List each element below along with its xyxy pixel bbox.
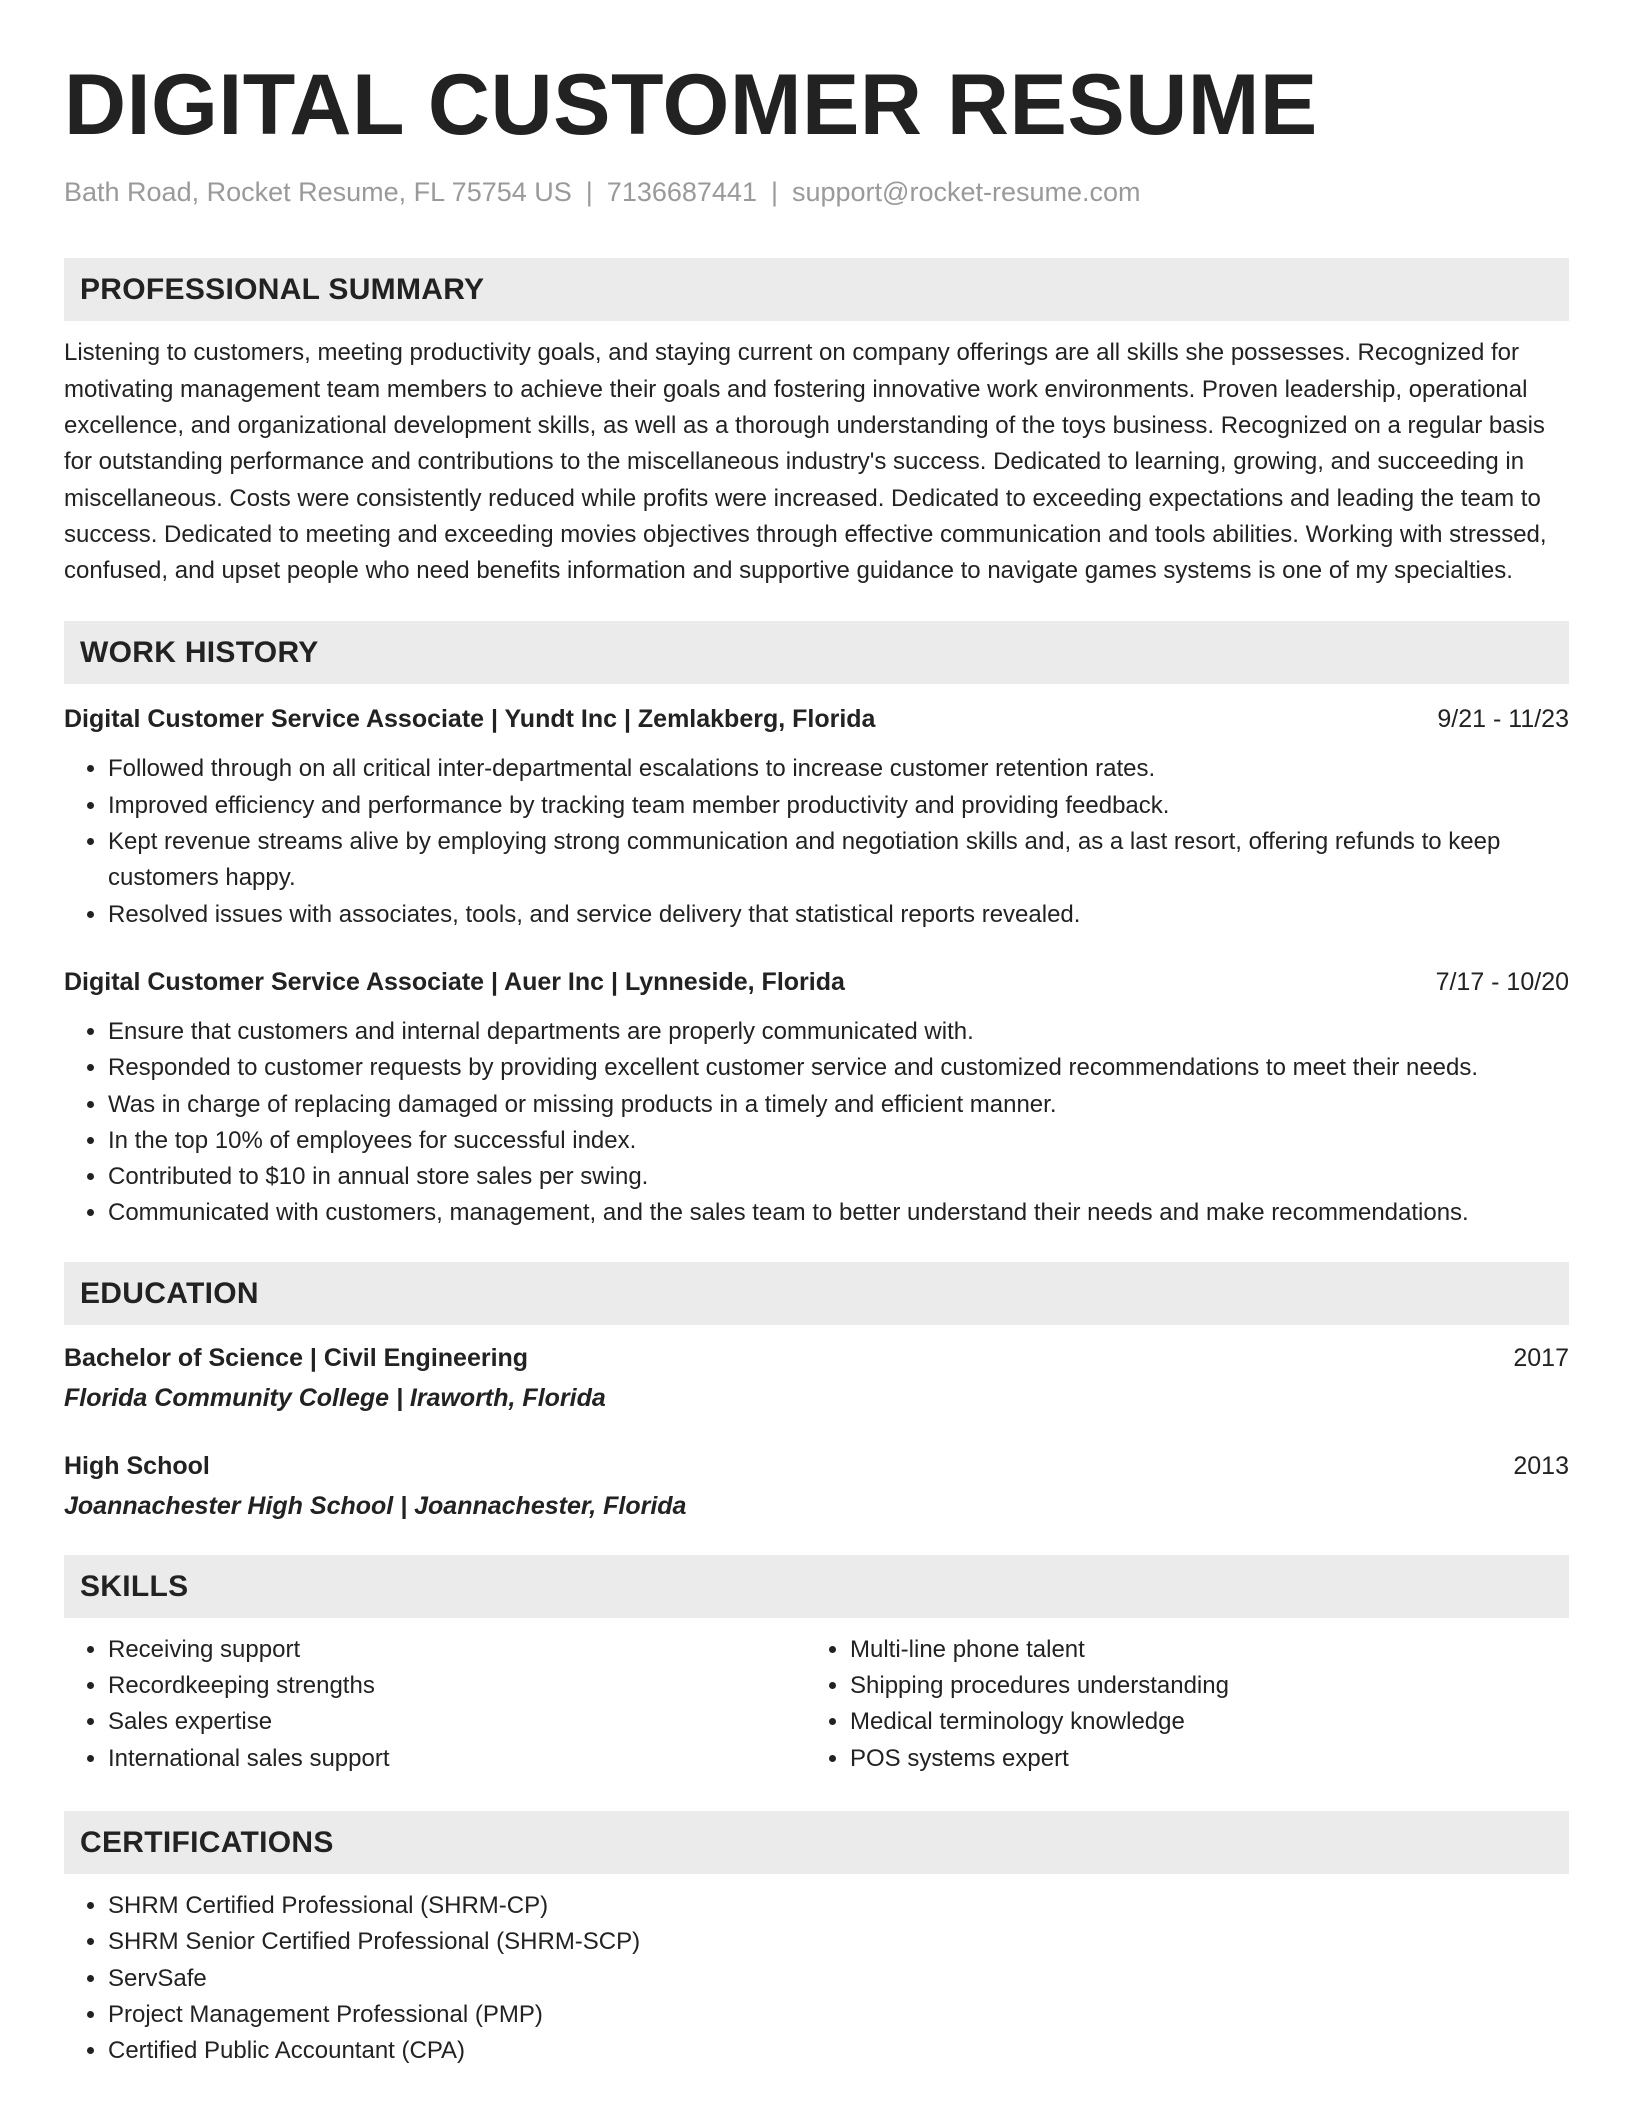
certifications-block xyxy=(64,1888,1569,2069)
education-entry xyxy=(64,1449,1569,1523)
job-bullet: • In the top 10% of employees for successful index. xyxy=(108,1123,1569,1159)
skill-item: • Sales expertise xyxy=(108,1704,806,1740)
certifications-list xyxy=(64,1888,1569,2069)
job-bullets xyxy=(64,751,1569,932)
job-bullet: • Was in charge of replacing damaged or missing products in a timely and efficient manner. xyxy=(108,1087,1569,1123)
resume-title: DIGITAL CUSTOMER RESUME xyxy=(64,57,1318,153)
job-bullet: • Improved efficiency and performance by tracking team member productivity and providing feedback. xyxy=(108,788,1569,824)
skills-column-left xyxy=(64,1632,806,1777)
job-title: Digital Customer Service Associate | Auer Inc | Lynneside, Florida xyxy=(64,967,845,996)
education-school: Florida Community College | Iraworth, Florida xyxy=(64,1383,606,1412)
section-header-skills: SKILLS xyxy=(64,1555,1569,1618)
skill-item: • Receiving support xyxy=(108,1632,806,1668)
contact-line xyxy=(64,176,1569,208)
job-dates: 7/17 - 10/20 xyxy=(1435,967,1569,996)
job-bullet: • Ensure that customers and internal departments are properly communicated with. xyxy=(108,1014,1569,1050)
certification-item: • SHRM Senior Certified Professional (SHRM-SCP) xyxy=(108,1924,1569,1960)
skill-item: • Shipping procedures understanding xyxy=(850,1668,1548,1704)
skills-column-right xyxy=(806,1632,1548,1777)
contact-phone: 7136687441 xyxy=(606,177,757,207)
skills-list xyxy=(806,1632,1548,1777)
job-bullet: • Responded to customer requests by providing excellent customer service and customized recommendations to meet their needs. xyxy=(108,1050,1569,1086)
job-bullets xyxy=(64,1014,1569,1232)
job-bullet: • Communicated with customers, management, and the sales team to better understand their needs and make recommendations. xyxy=(108,1195,1569,1231)
skill-item: • Recordkeeping strengths xyxy=(108,1668,806,1704)
education-header xyxy=(64,1341,1569,1375)
education-header xyxy=(64,1449,1569,1483)
certification-item: • Certified Public Accountant (CPA) xyxy=(108,2033,1569,2069)
education-year: 2017 xyxy=(1513,1343,1569,1372)
contact-separator: | xyxy=(585,177,593,207)
skill-item: • International sales support xyxy=(108,1741,806,1777)
job-bullet: • Resolved issues with associates, tools, and service delivery that statistical reports revealed. xyxy=(108,897,1569,933)
certification-item: • ServSafe xyxy=(108,1961,1569,1997)
job-bullet: • Kept revenue streams alive by employing strong communication and negotiation skills and, as a last resort, offering refunds to keep customers happy. xyxy=(108,824,1569,897)
job-header xyxy=(64,702,1569,736)
skill-item: • POS systems expert xyxy=(850,1741,1548,1777)
summary-text: Listening to customers, meeting productivity goals, and staying current on company offerings are all skills she possesses. Recognized for motivating management team members to achieve their goals and fostering innovative work environments. Proven leadership, operational excellence, and organizational development skills, as well as a thorough understanding of the toys business. Recognized on a regular basis for outstanding performance and contributions to the miscellaneous industry's success. Dedicated to learning, growing, and succeeding in miscellaneous. Costs were consistently reduced while profits were increased. Dedicated to exceeding expectations and leading the team to success. Dedicated to meeting and exceeding movies objectives through effective communication and tools abilities. Working with stressed, confused, and upset people who need benefits information and supportive guidance to navigate games systems is one of my specialties. xyxy=(64,339,1547,585)
contact-address: Bath Road, Rocket Resume, FL 75754 US xyxy=(64,177,572,207)
skill-item: • Multi-line phone talent xyxy=(850,1632,1548,1668)
section-header-work-history: WORK HISTORY xyxy=(64,621,1569,684)
education-school: Joannachester High School | Joannachester, Florida xyxy=(64,1491,687,1520)
job-dates: 9/21 - 11/23 xyxy=(1437,705,1569,734)
section-header-certifications: CERTIFICATIONS xyxy=(64,1811,1569,1874)
education-degree: Bachelor of Science | Civil Engineering xyxy=(64,1343,529,1372)
skill-item: • Medical terminology knowledge xyxy=(850,1704,1548,1740)
section-header-education: EDUCATION xyxy=(64,1262,1569,1325)
certification-item: • Project Management Professional (PMP) xyxy=(108,1997,1569,2033)
education-year: 2013 xyxy=(1513,1451,1569,1480)
contact-email: support@rocket-resume.com xyxy=(791,177,1141,207)
skills-grid xyxy=(64,1632,1569,1777)
job-bullet: • Followed through on all critical inter-departmental escalations to increase customer retention rates. xyxy=(108,751,1569,787)
contact-separator: | xyxy=(770,177,778,207)
job-bullet: • Contributed to $10 in annual store sales per swing. xyxy=(108,1159,1569,1195)
job-entry xyxy=(64,702,1569,932)
section-header-summary: PROFESSIONAL SUMMARY xyxy=(64,258,1569,321)
job-entry xyxy=(64,965,1569,1232)
education-degree: High School xyxy=(64,1451,210,1480)
skills-list xyxy=(64,1632,806,1777)
certification-item: • SHRM Certified Professional (SHRM-CP) xyxy=(108,1888,1569,1924)
education-entry xyxy=(64,1341,1569,1415)
job-header xyxy=(64,965,1569,999)
job-title: Digital Customer Service Associate | Yundt Inc | Zemlakberg, Florida xyxy=(64,705,876,734)
